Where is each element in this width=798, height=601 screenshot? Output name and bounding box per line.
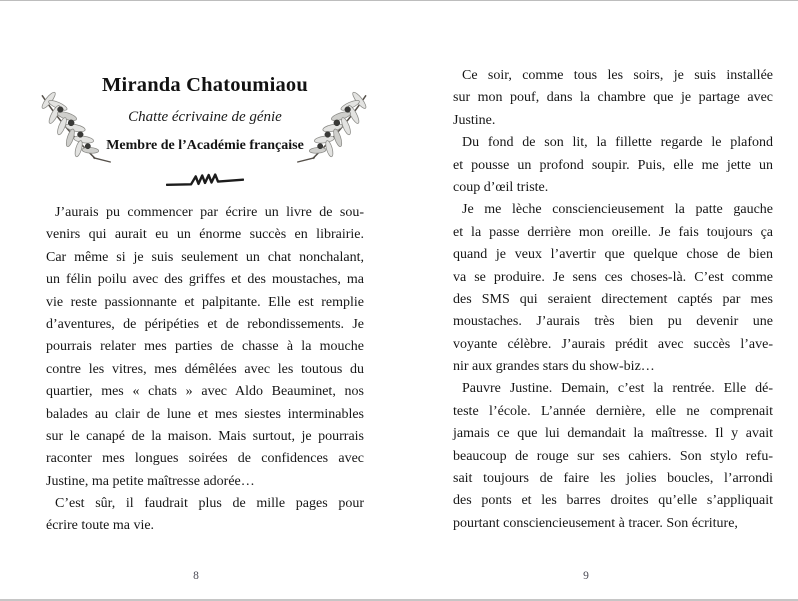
text-line: balades au clair de lune et mes siestes interminables xyxy=(46,406,364,422)
author-subtitle: Chatte écrivaine de génie xyxy=(128,109,282,125)
text-line: sur le canapé de la maison. Mais surtout, je pourrais xyxy=(46,428,364,444)
text-line: beaucoup de rouge sur ses cahiers. Son stylo refu- xyxy=(453,448,773,464)
text-line: raconter mes longues soirées de confidences avec xyxy=(46,451,364,467)
chapter-header xyxy=(46,73,364,155)
author-name: Miranda Chatoumiaou xyxy=(102,74,308,96)
text-line: contre les vitres, mes démêlées avec les toutous du xyxy=(46,361,364,377)
olive-branch-icon xyxy=(296,83,376,176)
squiggle-divider-icon xyxy=(46,171,364,198)
text-line: Justine. xyxy=(453,112,496,128)
text-line: teste l’école. L’année dernière, elle ne comprenait xyxy=(453,403,773,419)
text-line: pourtant consciencieusement à tracer. Son écriture, xyxy=(453,515,738,531)
left-page-text xyxy=(46,202,364,538)
text-line: un félin poilu avec des griffes et des moustaches, ma xyxy=(46,272,364,288)
text-line: écrire toute ma vie. xyxy=(46,518,155,534)
text-line: nir aux grandes stars du show-biz… xyxy=(453,359,655,375)
right-page xyxy=(399,1,798,599)
text-line: C’est sûr, il faudrait plus de mille pages pour xyxy=(55,496,364,512)
text-line: Je me lèche consciencieusement la patte gauche xyxy=(462,202,773,218)
text-line: pourrais relater mes parties de chasse à la mouche xyxy=(46,339,364,355)
text-line: coup d’œil triste. xyxy=(453,179,549,195)
text-line: jamais ce que lui demandait la maîtresse. Il y avait xyxy=(453,426,773,442)
text-line: moustaches. J’aurais très bien pu devenir une xyxy=(453,314,773,330)
olive-branch-icon xyxy=(32,83,112,176)
text-line: voyante célèbre. J’aurais prédit avec succès l’ave- xyxy=(453,336,773,352)
right-page-text xyxy=(453,65,773,535)
left-page xyxy=(0,1,399,599)
page-number: 9 xyxy=(583,570,589,582)
book-spread xyxy=(0,1,798,599)
text-line: quartier, mes « chats » avec Aldo Beauminet, nos xyxy=(46,384,364,400)
text-line: et la passe derrière mon oreille. Je fais toujours ça xyxy=(453,224,773,240)
text-line: venirs qui aurait eu un énorme succès en librairie. xyxy=(46,227,364,243)
text-line: sur mon pouf, dans la chambre que je partage avec xyxy=(453,90,773,106)
text-line: quand je veux l’avertir que quelque chose de bien xyxy=(453,247,773,263)
text-line: d’aventures, de péripéties et de rebondissements. Je xyxy=(46,316,364,332)
text-line: va se produire. Je sens ces choses-là. C’est comme xyxy=(453,269,773,285)
text-line: des SMS qui seraient directement captés par mes xyxy=(453,291,773,307)
text-line: vie reste passionnante et palpitante. Elle est remplie xyxy=(46,294,364,310)
text-line: Pauvre Justine. Demain, c’est la rentrée. Elle dé- xyxy=(462,381,773,397)
page-number: 8 xyxy=(193,570,199,582)
author-affiliation: Membre de l’Académie française xyxy=(106,138,304,153)
text-line: et pousse un profond soupir. Puis, elle me jette un xyxy=(453,157,773,173)
text-line: sait toujours de faire les jolies boucles, l’arrondi xyxy=(453,471,773,487)
text-line: Ce soir, comme tous les soirs, je suis installée xyxy=(462,68,773,83)
text-line: Justine, ma petite maîtresse adorée… xyxy=(46,473,255,489)
text-line: Car même si je suis seulement un chat nonchalant, xyxy=(46,249,364,265)
text-line: des ponts et les barres droites qu’elle s’appliquait xyxy=(453,493,773,509)
text-line: J’aurais pu commencer par écrire un livre de sou- xyxy=(55,205,364,220)
text-line: Du fond de son lit, la fillette regarde le plafond xyxy=(462,135,773,151)
